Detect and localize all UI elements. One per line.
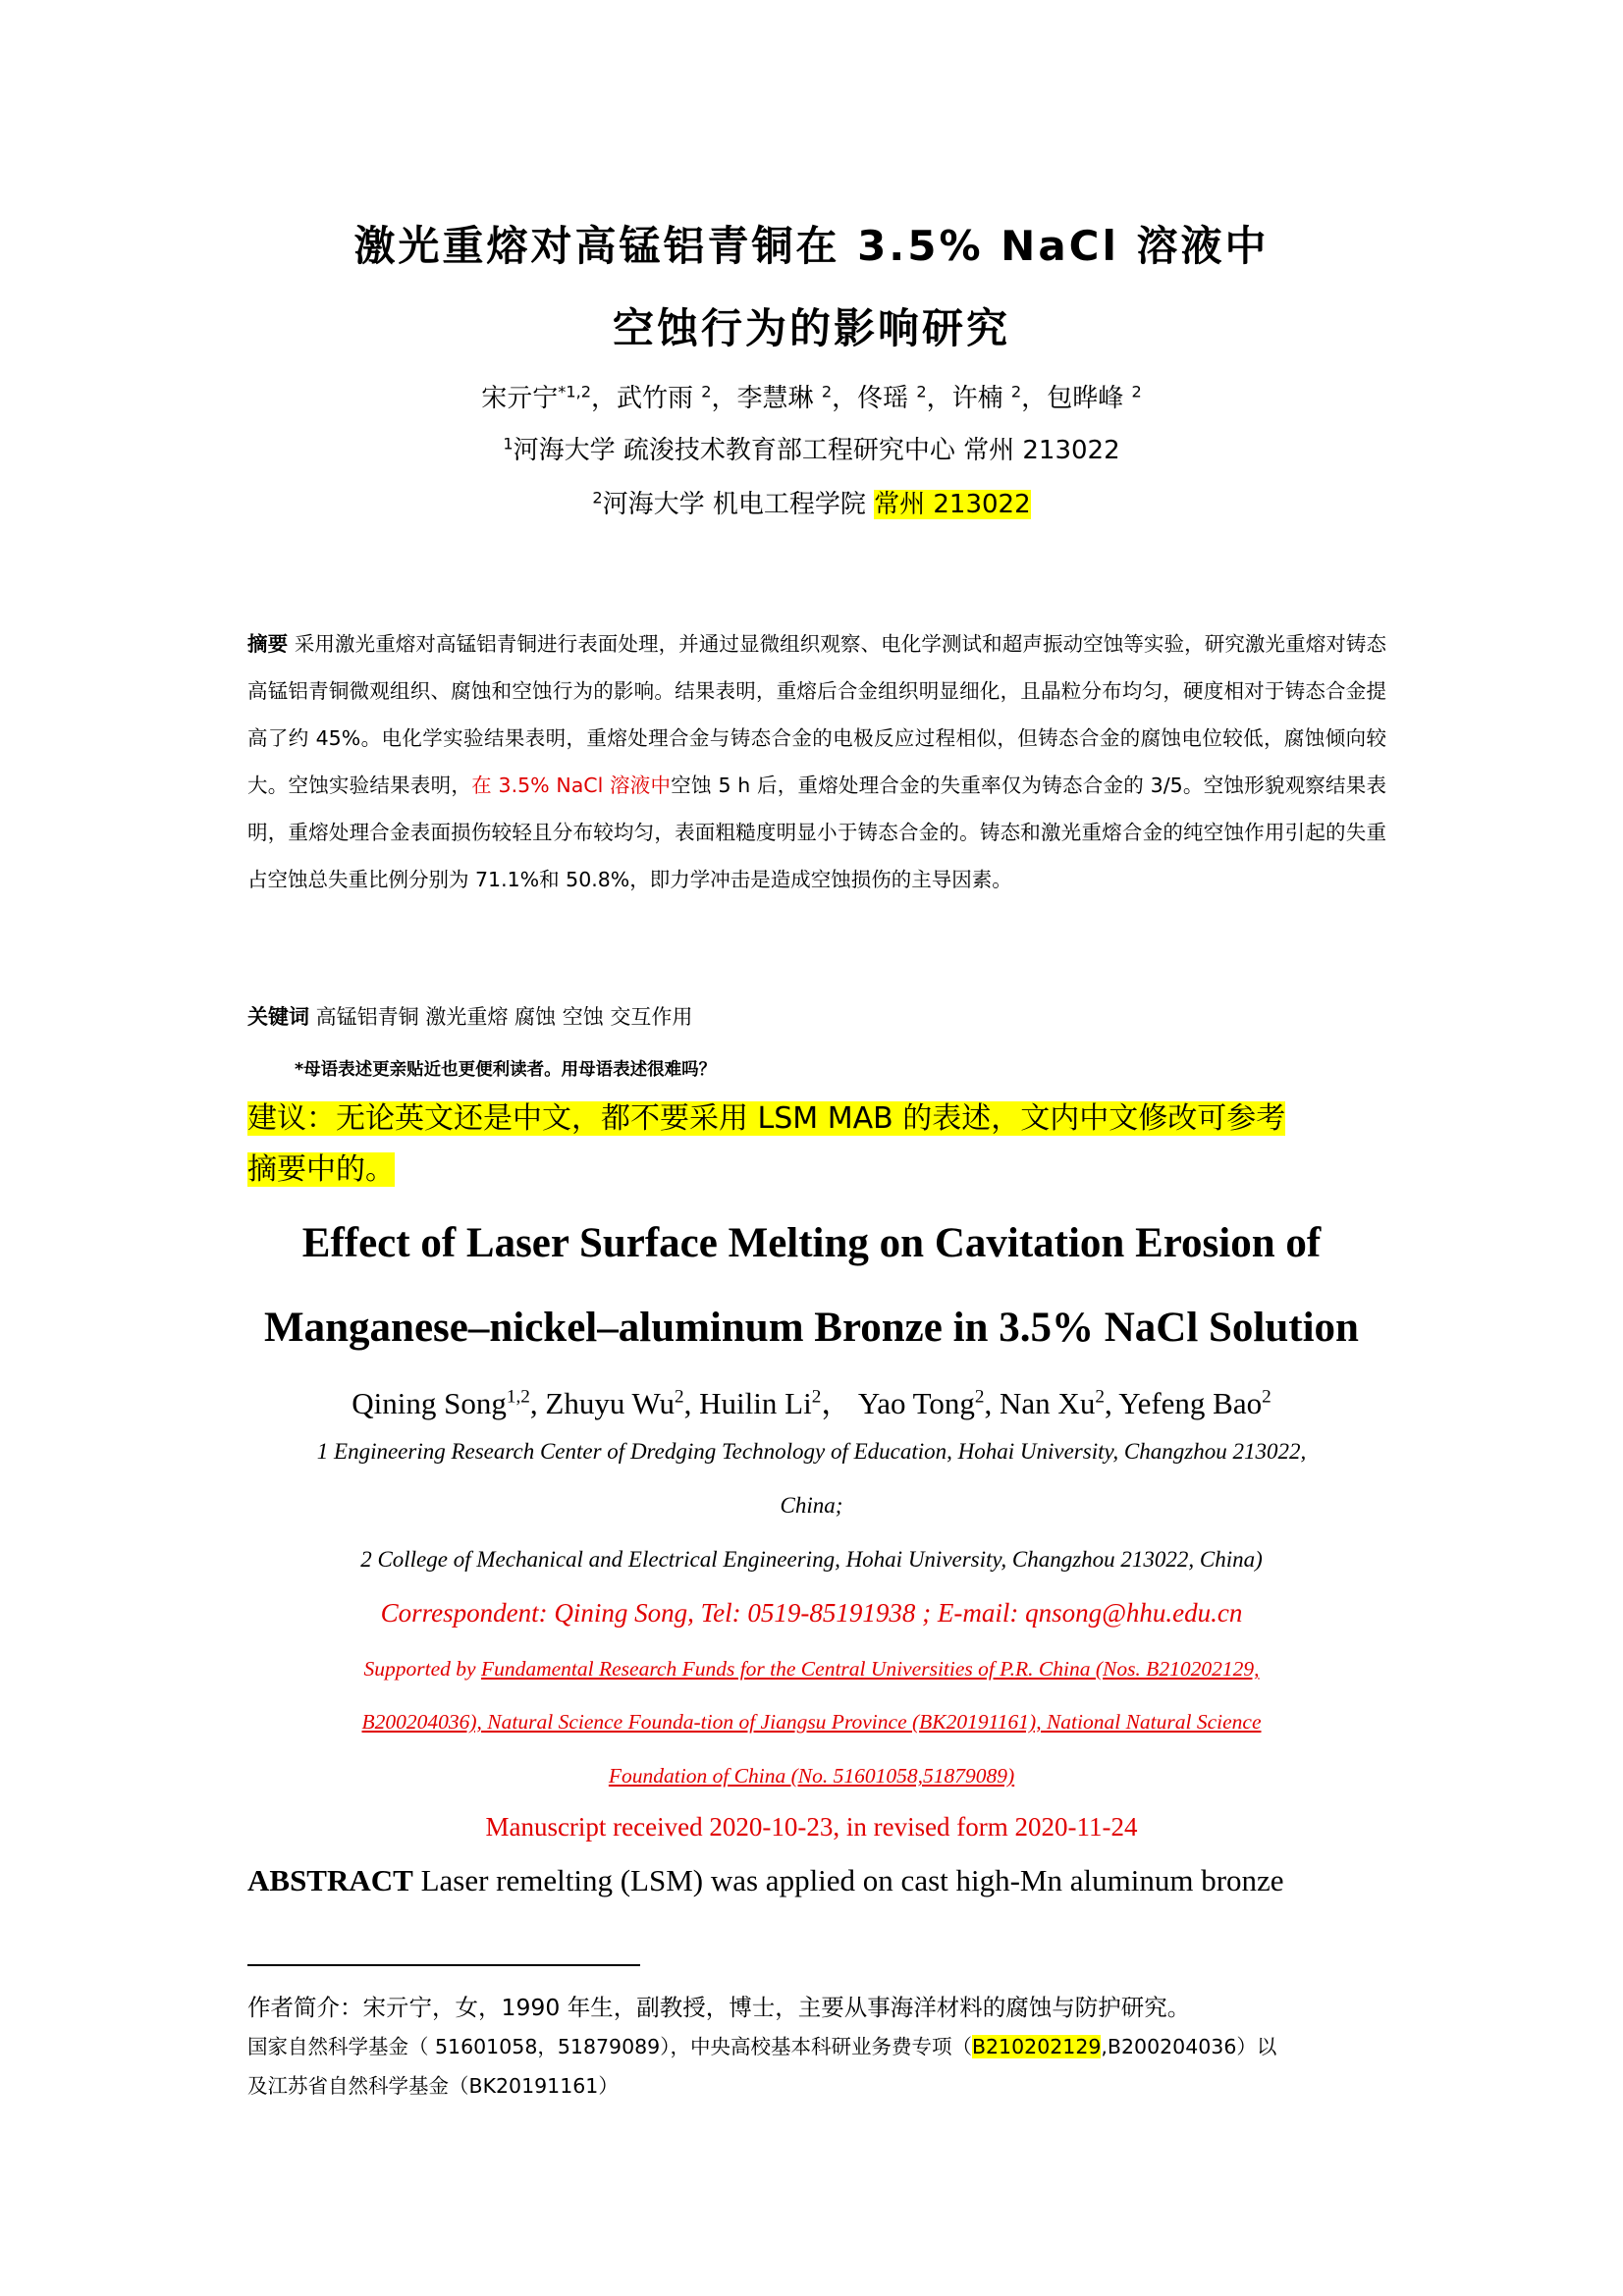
author-sup: 1,2	[506, 1386, 530, 1408]
footnote-text: 国家自然科学基金（ 51601058，51879089），中央高校基本科研业务费专项（	[247, 2035, 972, 2058]
separator: ，	[590, 384, 617, 413]
separator: ，	[711, 384, 737, 413]
footnote-text: 及江苏省自然科学基金（BK20191161）	[247, 2074, 619, 2098]
footnote-funding	[247, 2027, 1386, 2106]
keywords-text: 高锰铝青铜 激光重熔 腐蚀 空蚀 交互作用	[309, 1005, 693, 1029]
supported-line2	[0, 1710, 1623, 1735]
aff-sup: 2	[592, 488, 603, 507]
cn-author: 李慧琳	[736, 384, 814, 413]
aff-text: 河海大学 疏浚技术教育部工程研究中心 常州 213022	[513, 436, 1120, 465]
cn-author-list	[0, 378, 1623, 414]
author-sup: 2	[974, 1386, 985, 1408]
footnote-author-bio: 作者简介：宋亓宁，女，1990 年生，副教授，博士，主要从事海洋材料的腐蚀与防护研究。	[247, 1994, 1191, 2021]
en-affiliation-2: 2 College of Mechanical and Electrical Engineering, Hohai University, Changzhou 213022, China)	[360, 1547, 1263, 1572]
aff-sup: 1	[503, 434, 514, 454]
separator: ,	[984, 1386, 1001, 1420]
separator: ，	[926, 384, 952, 413]
cn-title-line1: 激光重熔对高锰铝青铜在 3.5% NaCl 溶液中	[353, 222, 1270, 270]
manuscript-dates: Manuscript received 2020-10-23, in revised form 2020-11-24	[485, 1812, 1138, 1842]
cn-affiliation-1	[0, 430, 1623, 466]
en-author: Qining Song	[352, 1386, 507, 1420]
en-title-line2: Manganese–nickel–aluminum Bronze in 3.5% NaCl Solution	[264, 1305, 1359, 1351]
highlighted-city: 常州 213022	[874, 490, 1031, 519]
cn-abstract	[247, 620, 1386, 903]
en-title-line1: Effect of Laser Surface Melting on Cavitation Erosion of	[301, 1220, 1322, 1266]
separator: ,	[1104, 1386, 1119, 1420]
author-sup: 2	[675, 1386, 684, 1408]
author-sup: 2	[1131, 382, 1142, 401]
author-sup: *1,2	[558, 382, 591, 401]
author-sup: 2	[811, 1386, 822, 1408]
en-author-list	[0, 1378, 1623, 1422]
cn-author: 佟瑶	[857, 384, 909, 413]
separator: ，	[821, 1386, 858, 1420]
author-sup: 2	[916, 382, 927, 401]
en-author: Huilin Li	[699, 1386, 812, 1420]
en-affiliation-1-line2: China;	[780, 1493, 843, 1518]
en-author: Nan Xu	[1000, 1386, 1096, 1420]
keywords-label: 关键词	[247, 1005, 309, 1029]
cn-author: 武竹雨	[617, 384, 694, 413]
separator: ，	[1021, 384, 1048, 413]
cn-author: 许楠	[951, 384, 1003, 413]
footnote-text: ,B200204036）以	[1101, 2035, 1277, 2058]
en-author: Yao Tong	[857, 1386, 975, 1420]
abstract-text: 采用激光重熔对高锰铝青铜进行表面处理，并通过显微组织观察、电化学测试和超声振动空蚀等实验，研究激光重熔对铸态高锰铝青铜微观组织、腐蚀和空蚀行为的影响。结果表明，重熔后合金组织明显细化，且晶粒分布均匀，硬度相对于铸态合金提高了约 45%。电化学实验结果表明，重熔处理合金与铸态合金的电极反应过程相似，但铸态合金的腐蚀电位较低，腐蚀倾向较大。空蚀实验结果表明，	[247, 632, 1387, 797]
en-abstract-label: ABSTRACT	[247, 1863, 413, 1897]
en-abstract-text: Laser remelting (LSM) was applied on cast high-Mn aluminum bronze	[412, 1863, 1284, 1897]
review-note: *母语表述更亲贴近也更便利读者。用母语表述很难吗？	[295, 1060, 717, 1080]
author-sup: 2	[1095, 1386, 1105, 1408]
abstract-red-text: 在 3.5% NaCl 溶液中	[471, 774, 672, 797]
suggestion	[247, 1094, 1386, 1196]
highlighted-grant: B210202129	[971, 2035, 1102, 2058]
abstract-label: 摘要	[247, 632, 289, 656]
en-author: Yefeng Bao	[1118, 1386, 1263, 1420]
separator: ，	[832, 384, 858, 413]
suggestion-line2: 摘要中的。	[247, 1152, 395, 1187]
author-sup: 2	[1262, 1386, 1271, 1408]
fund-link[interactable]: Fundamental Research Funds for the Central Universities of P.R. China (Nos. B210202129,	[480, 1657, 1260, 1681]
footnote-divider	[247, 1964, 640, 1966]
supported-line3	[0, 1764, 1623, 1789]
cn-author: 包晔峰	[1047, 384, 1124, 413]
cn-affiliation-2	[0, 484, 1623, 520]
correspondent: Correspondent: Qining Song, Tel: 0519-85191938 ; E-mail: qnsong@hhu.edu.cn	[380, 1598, 1243, 1628]
supported-line1	[0, 1657, 1623, 1682]
keywords	[247, 1001, 692, 1031]
fund-link[interactable]: Foundation of China (No. 51601058,51879089)	[608, 1764, 1015, 1788]
suggestion-line1: 建议：无论英文还是中文，都不要采用 LSM MAB 的表述，文内中文修改可参考	[247, 1101, 1286, 1136]
aff-text: 河海大学 机电工程学院	[602, 490, 875, 519]
fund-link[interactable]: B200204036), Natural Science Founda-tion of Jiangsu Province (BK20191161), National Natural Science	[361, 1710, 1262, 1734]
en-affiliation-1-line1: 1 Engineering Research Center of Dredging Technology of Education, Hohai University, Changzhou 213022,	[316, 1439, 1307, 1464]
separator: ,	[683, 1386, 700, 1420]
supported-prefix: Supported by	[363, 1657, 481, 1681]
abstract-text: 空蚀 5 h 后，重熔处理合金的失重率仅为铸态合金的 3/5。空蚀形貌观察结果表明，重熔处理合金表面损伤较轻且分布较均匀，表面粗糙度明显小于铸态合金的。铸态和激光重熔合金的纯空蚀作用引起的失重占空蚀总失重比例分别为 71.1%和 50.8%，即力学冲击是造成空蚀损伤的主导因素。	[247, 774, 1387, 891]
author-sup: 2	[821, 382, 833, 401]
separator: ,	[529, 1386, 546, 1420]
author-sup: 2	[701, 382, 712, 401]
cn-title-line2: 空蚀行为的影响研究	[612, 304, 1010, 352]
cn-author: 宋亓宁	[481, 384, 559, 413]
en-author: Zhuyu Wu	[545, 1386, 676, 1420]
author-sup: 2	[1010, 382, 1022, 401]
en-abstract	[247, 1863, 1386, 1898]
